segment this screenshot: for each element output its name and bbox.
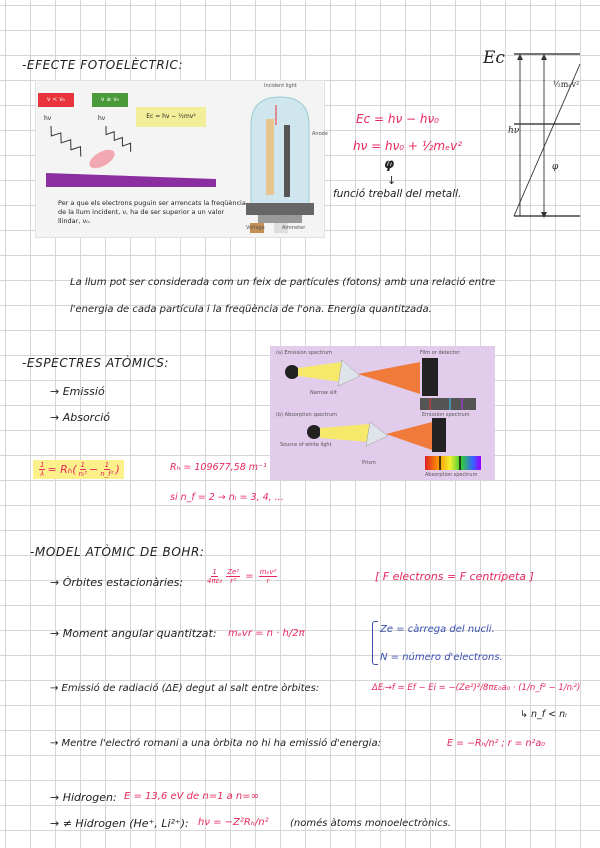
photo-eq-1: Ec = hν − hν₀ <box>356 112 439 126</box>
rydberg-term2-den: n_f² <box>100 470 114 478</box>
moment-equation: mₑvr = n · h/2π <box>228 628 305 639</box>
spectra-item-absorption: → Absorció <box>50 411 111 424</box>
rydberg-term1-den: nᵢ² <box>78 470 88 478</box>
hydrogen-label: → Hidrogen: <box>50 791 117 804</box>
down-arrow-icon: ↓ <box>387 174 397 187</box>
photo-eq-2: hν = hν₀ + ½mₑv² <box>353 139 463 153</box>
rydberg-lhs-den: λ <box>40 470 45 478</box>
spec-label-absorption: (b) Absorption spectrum <box>276 412 337 418</box>
work-function-label: funció treball del metall. <box>333 188 462 200</box>
spec-label-slit: Narrow slit <box>310 390 337 396</box>
photon-waves-graphic <box>36 121 236 191</box>
spec-label-absorption-spectrum: Absorption spectrum <box>425 472 478 478</box>
spectra-figure <box>270 346 495 480</box>
spec-label-detector: Film or detector <box>420 350 460 356</box>
ze-definition: Ze = càrrega del nucli. <box>380 624 495 635</box>
energy-box: Ec = hν − ½mv² <box>136 107 206 127</box>
ec-label: Ec <box>483 48 505 68</box>
orbit-no-emission-label: → Mentre l'electró romani a una òrbita no hi ha emissió d'energia: <box>50 738 381 749</box>
light-line-2: l'energia de cada partícula i la freqüència de l'ona. Energia quantitzada. <box>70 304 432 315</box>
rydberg-formula: $\frac{1}{\lambda}$ = Rₕ( $\frac{1}{\text{nᵢ²}}$ − $\frac{1}{\text{n\_f²}}$ ) <box>33 460 124 479</box>
emission-note: ↳ n_f < nᵢ <box>520 709 567 720</box>
bohr-title: -MODEL ATÒMIC DE BOHR: <box>30 545 205 559</box>
phi-diagram-label: φ <box>552 162 559 172</box>
spec-label-emission: (a) Emission spectrum <box>276 350 333 356</box>
light-line-1: La llum pot ser considerada com un feix de partícules (fotons) amb una relació entre <box>70 277 496 288</box>
orbit-equation: E = −Rₕ/n² ; r = n²a₀ <box>447 738 545 749</box>
tube-label-a: Voltage <box>246 225 265 231</box>
rydberg-constant: Rₕ = 109677,58 m⁻¹ <box>170 462 267 473</box>
vacuum-tube-graphic <box>236 85 324 235</box>
tube-label-b: Ammeter <box>282 225 306 231</box>
cond-greater-label: ν ≥ ν₀ <box>92 93 128 107</box>
definitions-brace <box>372 621 378 665</box>
spec-label-source: Source of white light <box>280 442 332 448</box>
non-hydrogen-note: (només àtoms monoelectrònics. <box>290 818 451 829</box>
spec-label-prism: Prism <box>362 460 376 466</box>
cond-less-label: ν < ν₀ <box>38 93 74 107</box>
emission-label: → Emissió de radiació (ΔE) degut al salt entre òrbites: <box>50 683 320 694</box>
orbits-equation: $\frac{1}{\text{4πε₀}}$ $\frac{\text{Ze²}}{\text{r²}}$ = $\frac{\text{mₑv²}}{r}$ <box>207 568 277 585</box>
photo-caption: Per a que els electrons puguin ser arrencats la freqüència de la llum incident, ν, ha de ser superior a un valor llindar, ν₀. <box>58 199 246 225</box>
phi-symbol: φ <box>384 157 395 172</box>
spectra-item-emission: → Emissió <box>50 385 105 398</box>
hv-label-2: hν <box>98 115 106 122</box>
hv-label-1: hν <box>44 115 52 122</box>
hv-diagram-label: hν <box>508 126 520 136</box>
photoelectric-title: -EFECTE FOTOELÈCTRIC: <box>22 58 184 72</box>
rydberg-note: si n_f = 2 → nᵢ = 3, 4, ... <box>170 492 284 503</box>
tube-side-label: Anode <box>312 131 328 137</box>
rydberg-lhs-num: 1 <box>40 461 45 469</box>
moment-label: → Moment angular quantitzat: <box>50 627 217 640</box>
emission-equation: ΔEᵢ→f = Ef − Ei = −(Ze²)²/8πε₀a₀ · (1/n_f² − 1/nᵢ²) <box>372 683 581 693</box>
non-hydrogen-label: → ≠ Hidrogen (He⁺, Li²⁺): <box>50 817 189 830</box>
spectra-title: -ESPECTRES ATÒMICS: <box>22 356 170 370</box>
tube-top-label: Incident light <box>264 83 297 89</box>
ke-label: ½mₑv² <box>553 80 580 89</box>
n-definition: N = número d'electrons. <box>380 652 503 663</box>
hydrogen-equation: E = 13,6 eV de n=1 a n=∞ <box>124 791 259 802</box>
force-box: [ F electrons = F centrípeta ] <box>375 570 534 583</box>
spec-label-emission-spectrum: Emission spectrum <box>422 412 470 418</box>
photoelectric-figure <box>35 80 328 238</box>
rydberg-end: ) <box>115 463 120 476</box>
energy-level-diagram <box>480 44 592 224</box>
non-hydrogen-equation: hν = −Z²Rₕ/n² <box>198 817 269 828</box>
rydberg-rh: = Rₕ( <box>47 463 77 476</box>
orbits-label: → Òrbites estacionàries: <box>50 576 184 589</box>
